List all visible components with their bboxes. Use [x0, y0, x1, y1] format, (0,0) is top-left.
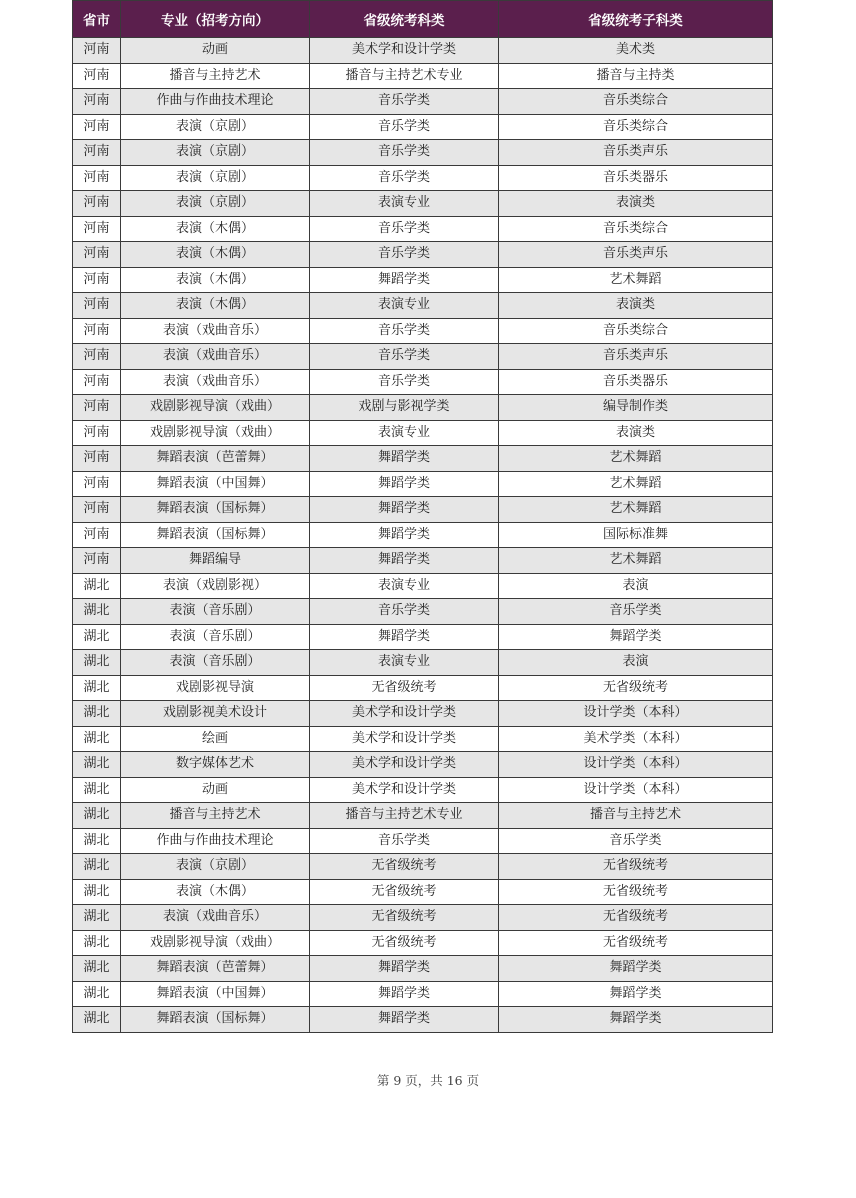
cell-exam-category: 音乐学类 [310, 216, 499, 242]
cell-exam-category: 无省级统考 [310, 905, 499, 931]
cell-major: 数字媒体艺术 [121, 752, 310, 778]
table-row [73, 114, 773, 140]
table-row [73, 216, 773, 242]
cell-province: 湖北 [73, 981, 121, 1007]
table-row [73, 471, 773, 497]
cell-exam-category: 舞蹈学类 [310, 267, 499, 293]
table-row [73, 650, 773, 676]
table-row [73, 63, 773, 89]
cell-exam-category: 表演专业 [310, 650, 499, 676]
cell-province: 河南 [73, 114, 121, 140]
cell-exam-subcategory: 设计学类（本科） [499, 752, 773, 778]
cell-province: 湖北 [73, 854, 121, 880]
cell-exam-category: 舞蹈学类 [310, 522, 499, 548]
cell-exam-subcategory: 无省级统考 [499, 930, 773, 956]
cell-province: 湖北 [73, 1007, 121, 1033]
cell-exam-subcategory: 音乐学类 [499, 599, 773, 625]
cell-exam-subcategory: 音乐类综合 [499, 89, 773, 115]
cell-exam-subcategory: 播音与主持类 [499, 63, 773, 89]
cell-major: 表演（木偶） [121, 293, 310, 319]
cell-exam-category: 音乐学类 [310, 828, 499, 854]
cell-province: 河南 [73, 522, 121, 548]
cell-major: 表演（戏曲音乐） [121, 369, 310, 395]
cell-exam-category: 美术学和设计学类 [310, 701, 499, 727]
cell-province: 河南 [73, 38, 121, 64]
table-row [73, 981, 773, 1007]
cell-province: 河南 [73, 548, 121, 574]
cell-exam-subcategory: 无省级统考 [499, 675, 773, 701]
cell-major: 戏剧影视导演（戏曲） [121, 420, 310, 446]
cell-province: 湖北 [73, 930, 121, 956]
cell-major: 戏剧影视导演（戏曲） [121, 395, 310, 421]
cell-exam-subcategory: 音乐类综合 [499, 216, 773, 242]
table-row [73, 599, 773, 625]
table-row [73, 905, 773, 931]
cell-exam-category: 舞蹈学类 [310, 981, 499, 1007]
cell-exam-category: 音乐学类 [310, 599, 499, 625]
cell-province: 湖北 [73, 701, 121, 727]
table-row [73, 701, 773, 727]
cell-exam-subcategory: 舞蹈学类 [499, 1007, 773, 1033]
table-row [73, 548, 773, 574]
cell-province: 河南 [73, 344, 121, 370]
cell-province: 湖北 [73, 599, 121, 625]
cell-exam-category: 音乐学类 [310, 89, 499, 115]
header-major: 专业（招考方向） [121, 1, 310, 38]
cell-exam-category: 表演专业 [310, 293, 499, 319]
cell-province: 湖北 [73, 905, 121, 931]
cell-province: 河南 [73, 446, 121, 472]
table-row [73, 573, 773, 599]
cell-exam-subcategory: 艺术舞蹈 [499, 267, 773, 293]
cell-exam-subcategory: 艺术舞蹈 [499, 471, 773, 497]
cell-exam-category: 无省级统考 [310, 930, 499, 956]
cell-exam-category: 无省级统考 [310, 854, 499, 880]
cell-province: 河南 [73, 471, 121, 497]
cell-exam-category: 表演专业 [310, 191, 499, 217]
cell-major: 表演（音乐剧） [121, 624, 310, 650]
cell-province: 河南 [73, 63, 121, 89]
table-row [73, 675, 773, 701]
cell-exam-category: 舞蹈学类 [310, 956, 499, 982]
table-row [73, 395, 773, 421]
cell-major: 舞蹈表演（国标舞） [121, 497, 310, 523]
cell-major: 舞蹈表演（芭蕾舞） [121, 956, 310, 982]
cell-exam-subcategory: 国际标准舞 [499, 522, 773, 548]
table-row [73, 956, 773, 982]
cell-exam-subcategory: 无省级统考 [499, 879, 773, 905]
cell-exam-subcategory: 表演 [499, 650, 773, 676]
cell-province: 湖北 [73, 650, 121, 676]
table-row [73, 803, 773, 829]
cell-exam-subcategory: 音乐类声乐 [499, 344, 773, 370]
cell-province: 河南 [73, 242, 121, 268]
cell-exam-category: 表演专业 [310, 420, 499, 446]
cell-major: 舞蹈表演（国标舞） [121, 522, 310, 548]
cell-exam-subcategory: 艺术舞蹈 [499, 446, 773, 472]
table-row [73, 293, 773, 319]
cell-province: 河南 [73, 216, 121, 242]
table-row [73, 828, 773, 854]
cell-major: 作曲与作曲技术理论 [121, 89, 310, 115]
cell-province: 河南 [73, 89, 121, 115]
cell-exam-category: 舞蹈学类 [310, 548, 499, 574]
header-row [73, 1, 773, 38]
header-exam-category: 省级统考科类 [310, 1, 499, 38]
cell-exam-subcategory: 音乐类器乐 [499, 369, 773, 395]
cell-exam-category: 舞蹈学类 [310, 446, 499, 472]
cell-exam-category: 音乐学类 [310, 344, 499, 370]
cell-province: 河南 [73, 140, 121, 166]
cell-exam-category: 美术学和设计学类 [310, 752, 499, 778]
header-province: 省市 [73, 1, 121, 38]
cell-exam-category: 播音与主持艺术专业 [310, 63, 499, 89]
cell-major: 表演（京剧） [121, 114, 310, 140]
header-exam-subcategory: 省级统考子科类 [499, 1, 773, 38]
cell-exam-category: 舞蹈学类 [310, 624, 499, 650]
cell-exam-subcategory: 音乐类综合 [499, 318, 773, 344]
cell-exam-subcategory: 舞蹈学类 [499, 956, 773, 982]
cell-exam-category: 音乐学类 [310, 242, 499, 268]
table-row [73, 191, 773, 217]
table-row [73, 344, 773, 370]
table-row [73, 446, 773, 472]
cell-major: 表演（戏曲音乐） [121, 905, 310, 931]
cell-exam-subcategory: 艺术舞蹈 [499, 497, 773, 523]
cell-province: 河南 [73, 165, 121, 191]
cell-major: 绘画 [121, 726, 310, 752]
cell-exam-category: 表演专业 [310, 573, 499, 599]
cell-major: 播音与主持艺术 [121, 63, 310, 89]
cell-province: 湖北 [73, 675, 121, 701]
cell-major: 表演（木偶） [121, 267, 310, 293]
cell-major: 表演（音乐剧） [121, 650, 310, 676]
cell-exam-subcategory: 舞蹈学类 [499, 981, 773, 1007]
table-row [73, 89, 773, 115]
cell-exam-subcategory: 音乐类器乐 [499, 165, 773, 191]
cell-exam-category: 舞蹈学类 [310, 471, 499, 497]
cell-exam-subcategory: 设计学类（本科） [499, 777, 773, 803]
cell-exam-category: 舞蹈学类 [310, 1007, 499, 1033]
table-row [73, 1007, 773, 1033]
cell-major: 表演（音乐剧） [121, 599, 310, 625]
cell-province: 湖北 [73, 624, 121, 650]
cell-major: 表演（木偶） [121, 879, 310, 905]
table-row [73, 420, 773, 446]
table-row [73, 369, 773, 395]
page-number-footer: 第 9 页，共 16 页 [376, 1073, 480, 1088]
cell-major: 动画 [121, 777, 310, 803]
cell-major: 动画 [121, 38, 310, 64]
cell-exam-category: 美术学和设计学类 [310, 726, 499, 752]
cell-exam-category: 美术学和设计学类 [310, 777, 499, 803]
cell-province: 湖北 [73, 956, 121, 982]
cell-major: 舞蹈编导 [121, 548, 310, 574]
cell-exam-category: 音乐学类 [310, 114, 499, 140]
cell-province: 河南 [73, 420, 121, 446]
cell-province: 湖北 [73, 828, 121, 854]
cell-exam-subcategory: 表演类 [499, 420, 773, 446]
cell-province: 河南 [73, 293, 121, 319]
table-row [73, 267, 773, 293]
cell-major: 戏剧影视美术设计 [121, 701, 310, 727]
cell-major: 表演（戏曲音乐） [121, 344, 310, 370]
cell-major: 表演（京剧） [121, 140, 310, 166]
cell-exam-subcategory: 设计学类（本科） [499, 701, 773, 727]
cell-exam-subcategory: 音乐学类 [499, 828, 773, 854]
cell-exam-subcategory: 表演类 [499, 293, 773, 319]
cell-exam-subcategory: 舞蹈学类 [499, 624, 773, 650]
cell-province: 湖北 [73, 752, 121, 778]
cell-province: 湖北 [73, 777, 121, 803]
table-row [73, 854, 773, 880]
table-row [73, 879, 773, 905]
table-row [73, 930, 773, 956]
cell-exam-subcategory: 艺术舞蹈 [499, 548, 773, 574]
cell-exam-subcategory: 无省级统考 [499, 854, 773, 880]
table-row [73, 624, 773, 650]
cell-exam-subcategory: 音乐类声乐 [499, 242, 773, 268]
table-row [73, 140, 773, 166]
cell-exam-category: 音乐学类 [310, 140, 499, 166]
cell-province: 河南 [73, 369, 121, 395]
cell-major: 舞蹈表演（中国舞） [121, 981, 310, 1007]
cell-major: 播音与主持艺术 [121, 803, 310, 829]
table-header [73, 1, 773, 38]
cell-province: 湖北 [73, 803, 121, 829]
cell-exam-subcategory: 播音与主持艺术 [499, 803, 773, 829]
cell-exam-category: 无省级统考 [310, 879, 499, 905]
cell-province: 河南 [73, 267, 121, 293]
table-row [73, 318, 773, 344]
cell-exam-subcategory: 表演类 [499, 191, 773, 217]
cell-exam-subcategory: 美术学类（本科） [499, 726, 773, 752]
cell-exam-category: 无省级统考 [310, 675, 499, 701]
major-category-table [72, 0, 773, 1033]
cell-exam-category: 播音与主持艺术专业 [310, 803, 499, 829]
cell-province: 湖北 [73, 726, 121, 752]
cell-major: 表演（京剧） [121, 165, 310, 191]
cell-exam-subcategory: 音乐类综合 [499, 114, 773, 140]
cell-exam-category: 戏剧与影视学类 [310, 395, 499, 421]
cell-major: 表演（木偶） [121, 216, 310, 242]
cell-exam-subcategory: 无省级统考 [499, 905, 773, 931]
cell-major: 舞蹈表演（国标舞） [121, 1007, 310, 1033]
cell-exam-category: 音乐学类 [310, 165, 499, 191]
cell-major: 舞蹈表演（中国舞） [121, 471, 310, 497]
cell-major: 戏剧影视导演（戏曲） [121, 930, 310, 956]
table-row [73, 242, 773, 268]
cell-province: 河南 [73, 395, 121, 421]
cell-exam-subcategory: 美术类 [499, 38, 773, 64]
cell-exam-subcategory: 音乐类声乐 [499, 140, 773, 166]
cell-exam-category: 舞蹈学类 [310, 497, 499, 523]
table-row [73, 777, 773, 803]
cell-major: 舞蹈表演（芭蕾舞） [121, 446, 310, 472]
cell-exam-subcategory: 表演 [499, 573, 773, 599]
cell-exam-subcategory: 编导制作类 [499, 395, 773, 421]
cell-major: 表演（京剧） [121, 191, 310, 217]
table-row [73, 497, 773, 523]
cell-province: 湖北 [73, 573, 121, 599]
cell-province: 河南 [73, 318, 121, 344]
table-row [73, 752, 773, 778]
cell-exam-category: 音乐学类 [310, 318, 499, 344]
cell-province: 河南 [73, 497, 121, 523]
cell-major: 表演（木偶） [121, 242, 310, 268]
cell-exam-category: 音乐学类 [310, 369, 499, 395]
table-row [73, 726, 773, 752]
cell-exam-category: 美术学和设计学类 [310, 38, 499, 64]
table-row [73, 38, 773, 64]
cell-major: 戏剧影视导演 [121, 675, 310, 701]
table-row [73, 165, 773, 191]
cell-major: 作曲与作曲技术理论 [121, 828, 310, 854]
cell-province: 湖北 [73, 879, 121, 905]
table-body [73, 38, 773, 1033]
cell-major: 表演（京剧） [121, 854, 310, 880]
cell-province: 河南 [73, 191, 121, 217]
cell-major: 表演（戏剧影视） [121, 573, 310, 599]
table-row [73, 522, 773, 548]
cell-major: 表演（戏曲音乐） [121, 318, 310, 344]
